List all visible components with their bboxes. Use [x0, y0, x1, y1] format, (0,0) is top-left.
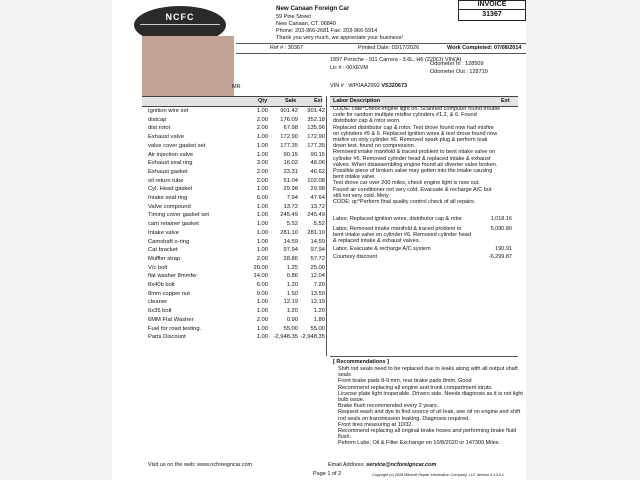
- part-sale: 172.90: [280, 134, 298, 141]
- part-sale: 12.19: [283, 299, 298, 306]
- parts-qty-header: Qty: [258, 98, 268, 104]
- labor-text-line: valves. When disassembling engine found air diverter valve broken.: [333, 161, 498, 168]
- part-name: V/c bolt: [148, 264, 168, 271]
- part-ext: 135.96: [307, 125, 325, 132]
- part-qty: 3.00: [256, 160, 268, 167]
- part-name: cleaner: [148, 299, 168, 306]
- part-ext: 5.52: [313, 221, 325, 228]
- part-ext: 57.72: [310, 255, 325, 262]
- labor-ext-header: Ext: [501, 98, 510, 104]
- labor-narrative: [333, 106, 513, 205]
- part-sale: 7.94: [286, 195, 298, 201]
- part-ext: 29.98: [310, 186, 325, 193]
- part-ext: 48.06: [310, 160, 325, 167]
- part-name: Valve compound: [148, 203, 191, 210]
- part-sale: 97.94: [283, 247, 298, 254]
- parts-sale-header: Sale: [285, 98, 297, 104]
- footer-website: Visit us on the web: www.ncforeigncar.com: [148, 462, 253, 468]
- labor-text-line: Removed intake manifold & traced problem to bent intake valve on: [333, 149, 496, 156]
- recommendation-item: Front tires measuring at 10/32.: [338, 421, 413, 428]
- part-sale: 5.52: [286, 221, 298, 228]
- part-sale: -2,948.35: [273, 334, 298, 341]
- part-sale: 245.49: [280, 212, 298, 219]
- labor-desc-header: Labor Description: [333, 98, 381, 104]
- header-divider: [236, 43, 526, 44]
- part-name: dist rotor: [148, 125, 171, 132]
- labor-line-desc: Labor, Replaced ignition wires, distributor cap & rotor: [333, 216, 463, 222]
- labor-text-line: Test drove car over 200 miles, check engine light is now out.: [333, 180, 480, 187]
- part-ext: 1.80: [313, 316, 325, 323]
- part-qty: 1.00: [256, 212, 268, 219]
- odometer-in: Odometer In : 128509: [430, 61, 484, 67]
- labor-line-desc: Courtesy discount: [333, 254, 378, 260]
- labor-line-ext: 190.91: [495, 246, 512, 252]
- part-qty: 1.00: [256, 108, 268, 114]
- part-qty: 2.00: [256, 168, 268, 175]
- part-qty: 1.00: [256, 308, 268, 315]
- part-qty: 2.00: [256, 316, 268, 323]
- recommendations-list: [338, 366, 528, 447]
- part-ext: 12.04: [310, 273, 325, 280]
- part-qty: 9.00: [256, 290, 268, 297]
- part-sale: 1.25: [286, 264, 298, 271]
- part-name: cam retainer gasket: [148, 221, 199, 228]
- part-ext: 55.00: [310, 325, 325, 332]
- labor-line-desc: Labor, Evacuate & recharge A/C system: [333, 246, 431, 252]
- part-name: Exhaust gasket: [148, 168, 188, 175]
- part-ext: 97.94: [310, 247, 325, 254]
- part-sale: 176.09: [280, 116, 298, 123]
- part-name: 8x40b bolt: [148, 282, 175, 288]
- part-ext: 1.20: [313, 308, 325, 315]
- part-name: Exhaust valve: [148, 134, 185, 141]
- vin-bold: VS320673: [381, 83, 408, 89]
- footer-email: [328, 462, 436, 469]
- recommendation-item: License plate light inoperable. Drivers side. Needs diagnosis as it is not light bulb issue.: [338, 390, 523, 404]
- part-qty: 20.00: [253, 264, 268, 271]
- part-qty: 1.00: [256, 142, 268, 149]
- part-qty: 1.00: [256, 151, 268, 158]
- part-sale: 1.50: [286, 290, 298, 297]
- labor-text-line: bent intake valve.: [333, 174, 376, 181]
- part-sale: 67.98: [283, 125, 298, 132]
- part-ext: 901.42: [307, 108, 325, 114]
- part-qty: 1.00: [256, 229, 268, 236]
- part-name: Cyl. Head gasket: [148, 186, 193, 193]
- recommendation-item: Recommend replacing all original brake hoses and performing brake fluid flush.: [338, 428, 517, 441]
- labor-text-line: Replaced distributor cap & rotor. Test drove found now had misfire: [333, 124, 494, 131]
- labor-text-line: on cylinders #5 & 6. Replaced ignition wires & test drove found now: [333, 130, 498, 137]
- part-qty: 2.00: [256, 177, 268, 184]
- part-ext: 12.19: [310, 299, 325, 306]
- recommendations-title: [ Recommendations ]: [333, 359, 389, 365]
- part-name: Muffler strap: [148, 255, 181, 262]
- part-sale: 55.00: [283, 325, 298, 332]
- mr-label: MR: [232, 84, 241, 90]
- part-qty: 2.00: [256, 125, 268, 132]
- labor-line-ext: -6,299.87: [488, 254, 512, 260]
- part-name: Intake valve: [148, 229, 179, 236]
- part-sale: 281.10: [280, 229, 298, 236]
- shop-name: New Canaan Foreign Car: [276, 5, 350, 12]
- footer-copyright: Copyright (c) 2026 Mitchell Repair Information Company, LLC Version 5.13.0.1: [372, 473, 505, 477]
- part-sale: 90.15: [283, 151, 298, 158]
- odometer-out: Odometer Out : 128719: [430, 69, 488, 75]
- part-ext: 90.15: [310, 151, 325, 158]
- part-name: Parts Discount: [148, 334, 186, 341]
- part-name: distcap: [148, 116, 167, 123]
- part-ext: 281.10: [307, 229, 325, 236]
- part-ext: 7.20: [313, 282, 325, 288]
- part-ext: 177.35: [307, 142, 325, 149]
- part-name: 6MM Flat Washer: [148, 316, 194, 323]
- part-ext: 13.50: [310, 290, 325, 297]
- part-sale: 901.42: [280, 108, 298, 114]
- invoice-label: INVOICE: [459, 1, 525, 10]
- part-sale: 177.35: [280, 142, 298, 149]
- labor-text-line: distributor cap & rotor worn.: [333, 118, 401, 125]
- vehicle-desc: 1997 Porsche - 911 Carrera - 3.6L, H6 (220CI) VIN(A): [330, 57, 462, 63]
- column-divider: [326, 96, 327, 356]
- recommendation-item: Peform Lube, Oil & Filter Exchange on 10/8/2020 or 147300 Miles.: [338, 440, 501, 447]
- part-ext: 46.62: [310, 168, 325, 175]
- part-ext: 102.08: [307, 177, 325, 184]
- part-sale: 0.90: [286, 316, 298, 323]
- labor-text-line: cylinder #6. Removed cylinder head & replaced intake & exhaust: [333, 155, 491, 162]
- part-qty: 1.00: [256, 299, 268, 306]
- labor-line-desc: Labor, Removed intake manifold & traced problem to bent intake valve on cylinder #6. Removed cylinder head & replaced intake & exhaust valves.: [333, 226, 471, 245]
- labor-line-ext: 5,090.80: [490, 226, 512, 232]
- part-name: Ignition wire set: [148, 108, 189, 114]
- part-name: oil return tube: [148, 177, 184, 184]
- email-address: service@ncforeigncar.com: [366, 462, 437, 468]
- recommendation-item: Brake flush recommended every 2 years.: [338, 403, 439, 410]
- vin-label: VIN # : WP0AA2992: [330, 83, 380, 89]
- recommendation-item: Recommend replacing all engine and trunk compartment struts.: [338, 384, 493, 391]
- logo-text: NCFC: [165, 12, 195, 22]
- part-ext: 352.18: [307, 116, 325, 123]
- shop-city: New Canaan, CT. 06840: [276, 21, 336, 27]
- parts-ext-header: Ext: [314, 98, 323, 104]
- part-sale: 51.04: [283, 177, 298, 184]
- part-sale: 0.86: [286, 273, 298, 280]
- labor-text-line: CODE: cate*Check engine light on. Scanned computer found trouble: [333, 106, 501, 112]
- part-qty: 2.00: [256, 116, 268, 123]
- part-name: 8mm copper nut: [148, 290, 190, 297]
- part-name: Exhaust seal ring: [148, 160, 193, 167]
- part-ext: 13.72: [310, 203, 325, 210]
- vin-line: [330, 83, 407, 90]
- part-qty: 1.00: [256, 203, 268, 210]
- part-qty: 14.00: [253, 273, 268, 280]
- part-qty: 6.00: [256, 195, 268, 201]
- part-qty: 6.00: [256, 282, 268, 288]
- part-ext: 14.59: [310, 238, 325, 245]
- part-name: valve cover gasket set: [148, 142, 206, 149]
- part-qty: 1.00: [256, 134, 268, 141]
- part-ext: -2,948.35: [300, 334, 325, 341]
- part-qty: 2.00: [256, 255, 268, 262]
- part-sale: 13.72: [283, 203, 298, 210]
- labor-text-line: Possible piece of broken valve may gotten into the intake causing: [333, 168, 493, 175]
- work-completed: Work Completed: 07/08/2014: [447, 45, 522, 51]
- footer-page: Page 1 of 2: [313, 471, 342, 477]
- part-ext: 172.90: [307, 134, 325, 141]
- part-qty: 1.00: [256, 334, 268, 341]
- part-qty: 1.00: [256, 325, 268, 332]
- part-sale: 16.02: [283, 160, 298, 167]
- part-sale: 1.20: [286, 282, 298, 288]
- labor-text-line: code for random multiple misfire cylinders #1,2, & 6. Found: [333, 112, 477, 119]
- shop-phone: Phone: 203-966-2681 Fax: 203-966-5914: [276, 28, 378, 34]
- part-ext: 25.00: [310, 264, 325, 271]
- part-sale: 1.20: [286, 308, 298, 315]
- shop-thanks: Thank you very much, we appreciate your business!: [276, 35, 403, 41]
- part-name: flat washer 8mmfw: [148, 273, 197, 280]
- part-name: Air injection valve: [148, 151, 194, 158]
- recommendation-item: Shift rod seals need to be replaced due to leaks along with all output shaft seals: [338, 366, 518, 379]
- shop-street: 59 Pine Street: [276, 14, 311, 20]
- part-sale: 23.31: [283, 168, 298, 175]
- part-qty: 1.00: [256, 238, 268, 245]
- labor-line-ext: 1,018.16: [490, 216, 512, 222]
- sticker-patch: [142, 36, 234, 98]
- recommendation-item: Request wash and dye to find source of oil leak, see oil on engine and shift rod seals on transmission leaking. Diagnosis required.: [338, 409, 521, 422]
- labor-text-line: Found air conditioner not very cold. Evacuate & recharge A/C but: [333, 186, 492, 193]
- labor-text-line: down test, found no compression.: [333, 143, 416, 150]
- part-ext: 47.64: [310, 195, 325, 201]
- part-sale: 28.86: [283, 255, 298, 262]
- labor-text-line: misfire on only cylinder #6. Removed spark plug & perform leak: [333, 137, 488, 144]
- printed-date: Printed Date: 03/17/2026: [358, 45, 420, 51]
- part-sale: 29.98: [283, 186, 298, 193]
- part-qty: 1.00: [256, 247, 268, 254]
- labor-text-line: still not very cold. Mety: [333, 192, 389, 199]
- part-sale: 14.59: [283, 238, 298, 245]
- part-qty: 1.00: [256, 221, 268, 228]
- logo-ring: [140, 24, 220, 35]
- part-qty: 1.00: [256, 186, 268, 193]
- part-name: Intake seal ring: [148, 195, 188, 201]
- vehicle-lic: Lic # : 00XEVM: [330, 65, 368, 71]
- part-ext: 245.49: [307, 212, 325, 219]
- recommendation-item: Front brake pads 8-9 mm, rear brake pads 8mm. Good: [338, 378, 472, 385]
- ref-number: Ref # : 30367: [270, 45, 304, 51]
- header-divider-2: [236, 53, 526, 54]
- invoice-number: 31367: [482, 11, 502, 18]
- part-name: Timing cover gasket set: [148, 212, 209, 219]
- labor-text-line: CODE: qc*Perform final quality control check of all repairs.: [333, 199, 476, 206]
- part-name: Camshaft o-ring: [148, 238, 190, 245]
- rec-top-line: [330, 356, 518, 357]
- part-name: Cat bracket: [148, 247, 178, 254]
- part-name: Fuel for road testing.: [148, 325, 202, 332]
- part-name: 6x35 bolt: [148, 308, 172, 315]
- email-label: Email Address:: [328, 462, 365, 468]
- invoice-box: [458, 0, 526, 21]
